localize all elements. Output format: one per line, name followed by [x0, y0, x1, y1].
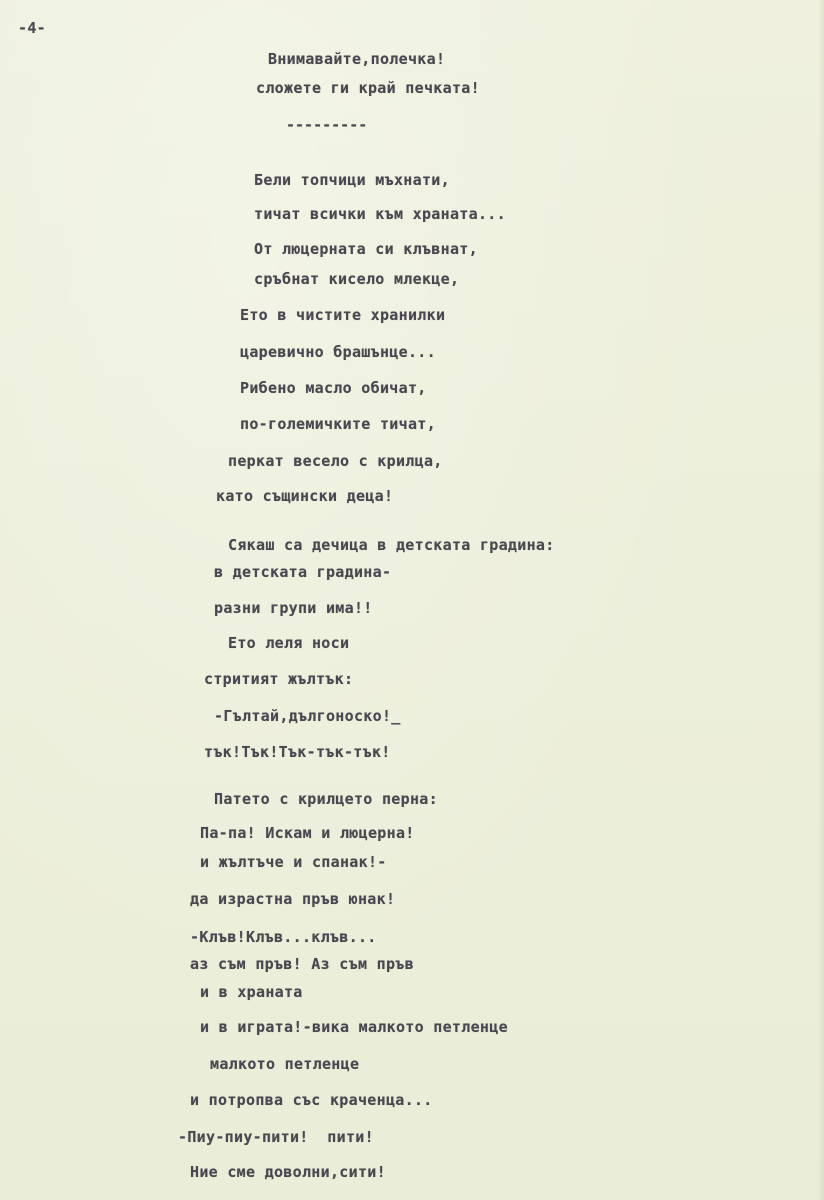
- text-line: -Пиу-пиу-пити! пити!: [178, 1128, 374, 1146]
- text-line: От люцерната си клъвнат,: [254, 240, 478, 258]
- text-line: тичат всички към храната...: [254, 205, 506, 223]
- text-line: Па-па! Искам и люцерна!: [200, 824, 415, 842]
- text-line: и потропва със краченца...: [190, 1091, 433, 1109]
- page-number: -4-: [18, 19, 46, 37]
- text-line: сръбнат кисело млекце,: [254, 270, 460, 288]
- text-line: Ние сме доволни,сити!: [190, 1163, 386, 1181]
- text-line: -Клъв!Клъв...клъв...: [190, 928, 377, 946]
- text-line: Ето леля носи: [228, 634, 350, 652]
- text-line: като същински деца!: [216, 487, 394, 505]
- text-line: разни групи има!!: [214, 599, 373, 617]
- text-line: Патето с крилцето перна:: [214, 790, 438, 808]
- text-line: Сякаш са дечица в детската градина:: [228, 536, 555, 554]
- text-line: малкото петленце: [210, 1055, 360, 1073]
- text-line: Ето в чистите хранилки: [240, 306, 446, 324]
- text-line: в детската градина-: [214, 563, 392, 581]
- page-edge-shadow: [818, 0, 824, 1200]
- text-line: стритият жълтък:: [204, 670, 354, 688]
- text-line: и в храната: [200, 983, 303, 1001]
- text-line: по-големичките тичат,: [240, 415, 436, 433]
- text-line: да израстна пръв юнак!: [190, 890, 396, 908]
- text-line: и жълтъче и спанак!-: [200, 853, 387, 871]
- text-line: сложете ги край печката!: [256, 79, 480, 97]
- text-line: Бели топчици мъхнати,: [254, 171, 450, 189]
- text-line: царевично брашънце...: [240, 343, 436, 361]
- text-line: перкат весело с крилца,: [228, 452, 443, 470]
- text-line: аз съм пръв! Аз съм пръв: [190, 955, 414, 973]
- text-line: Внимавайте,полечка!: [268, 50, 446, 68]
- text-line: Рибено масло обичат,: [240, 379, 427, 397]
- text-line: тък!Тък!Тък-тък-тък!: [204, 743, 391, 761]
- separator-line: ---------: [286, 116, 368, 134]
- text-line: -Гълтай,дългоноско!_: [214, 707, 401, 725]
- text-line: и в играта!-вика малкото петленце: [200, 1018, 508, 1036]
